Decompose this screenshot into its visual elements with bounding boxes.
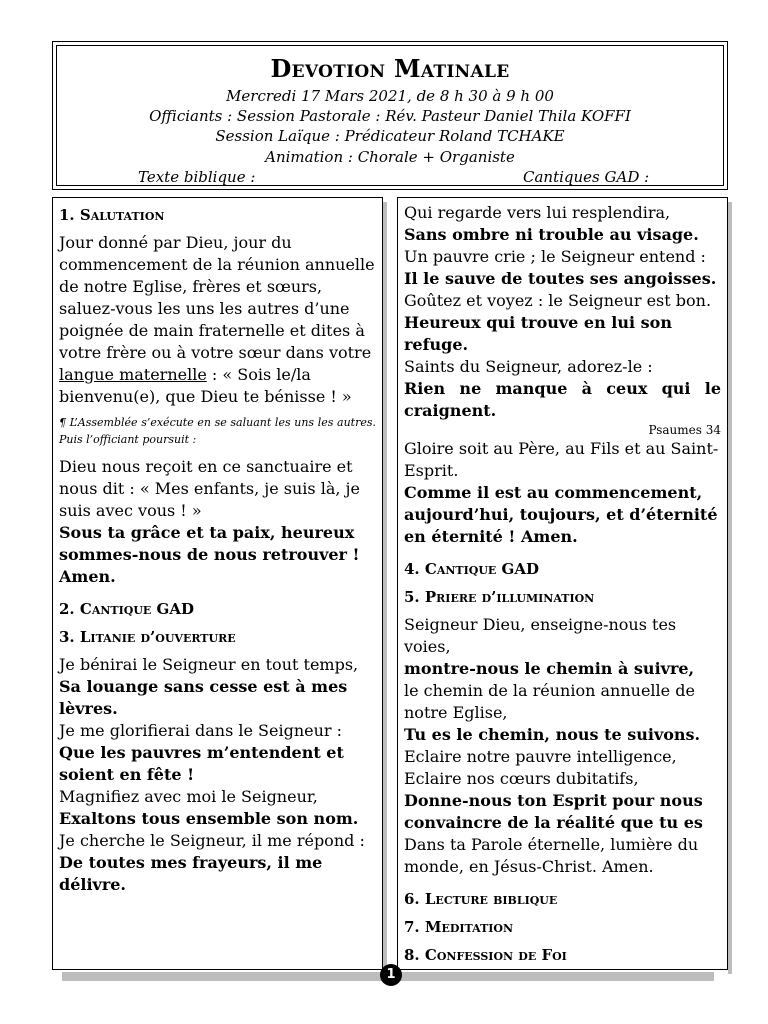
litany-line: Je bénirai le Seigneur en tout temps, [59, 655, 359, 674]
gloria-response: Comme il est au commencement, aujourd’hui, toujours, et d’éternité en éternité ! Amen. [404, 483, 718, 546]
salutation-text [59, 232, 376, 408]
session-laique: Session Laïque : Prédicateur Roland TCHAKE [215, 127, 565, 145]
litany-response: Exaltons tous ensemble son nom. [59, 809, 359, 828]
left-content [59, 202, 376, 896]
section-priere: 5. Priere d’illumination [404, 588, 595, 606]
header-box [52, 41, 728, 190]
page-number: 1 [380, 964, 402, 986]
section-lecture: 6. Lecture biblique [404, 890, 558, 908]
litany-line: Je cherche le Seigneur, il me répond : [59, 831, 365, 850]
prayer-line: Dans ta Parole éternelle, lumière du monde, en Jésus-Christ. Amen. [404, 835, 699, 876]
right-content [404, 202, 721, 972]
prayer-line: Eclaire nos cœurs dubitatifs, [404, 769, 639, 788]
section-confession: 8. Confession de Foi [404, 946, 567, 964]
section-salutation: 1. Salutation [59, 206, 165, 224]
prayer-line: le chemin de la réunion annuelle de notre Eglise, [404, 681, 695, 722]
section-cantique-2: 2. Cantique GAD [59, 600, 194, 618]
litany-line: Je me glorifierai dans le Seigneur : [59, 721, 343, 740]
gloria-line: Gloire soit au Père, au Fils et au Saint-Esprit. [404, 439, 719, 480]
litany-response: Sans ombre ni trouble au visage. [404, 225, 699, 244]
psalm-reference: Psaumes 34 [648, 423, 721, 437]
litany-response: Sa louange sans cesse est à mes lèvres. [59, 677, 348, 718]
litany-line: Goûtez et voyez : le Seigneur est bon. [404, 291, 712, 310]
litany-response: Il le sauve de toutes ses angoisses. [404, 269, 717, 288]
assembly-response: Sous ta grâce et ta paix, heureux sommes-nous de nous retrouver ! Amen. [59, 523, 360, 586]
cantiques-label: Cantiques GAD : [523, 168, 650, 186]
officiant-text: Dieu nous reçoit en ce sanctuaire et nous dit : « Mes enfants, je suis là, je suis avec vous ! » [59, 457, 360, 520]
officiants: Officiants : Session Pastorale : Rév. Pasteur Daniel Thila KOFFI [149, 107, 631, 125]
section-litanie: 3. Litanie d’ouverture [59, 628, 236, 646]
prayer-response: Donne-nous ton Esprit pour nous convaincre de la réalité que tu es [404, 791, 703, 832]
section-meditation: 7. Meditation [404, 918, 514, 936]
litany-line: Un pauvre crie ; le Seigneur entend : [404, 247, 706, 266]
litany-response: Que les pauvres m’entendent et soient en fête ! [59, 743, 344, 784]
service-date: Mercredi 17 Mars 2021, de 8 h 30 à 9 h 00 [226, 87, 554, 105]
litany-response: Heureux qui trouve en lui son refuge. [404, 313, 672, 354]
salutation-text-part1: Jour donné par Dieu, jour du commencement de la réunion annuelle de notre Eglise, frères et sœurs, saluez-vous les uns les autres d’une poignée de main fraternelle et dites à votre frère ou à votre sœur dans votre [59, 233, 375, 362]
litany-line: Saints du Seigneur, adorez-le : [404, 357, 653, 376]
texte-biblique-label: Texte biblique : [138, 168, 256, 186]
litany-line: Magnifiez avec moi le Seigneur, [59, 787, 318, 806]
prayer-line: Seigneur Dieu, enseigne-nous tes voies, [404, 615, 677, 656]
column-shadow [728, 202, 732, 974]
column-shadow [383, 202, 387, 974]
litany-line: Qui regarde vers lui resplendira, [404, 203, 671, 222]
animation: Animation : Chorale + Organiste [265, 148, 515, 166]
header-inner-border [56, 45, 724, 186]
litany-response: De toutes mes frayeurs, il me délivre. [59, 853, 323, 894]
prayer-response: montre-nous le chemin à suivre, [404, 659, 695, 678]
salutation-text-part2: : « Sois le/la bienvenu(e), que Dieu te bénisse ! » [59, 365, 352, 406]
prayer-line: Eclaire notre pauvre intelligence, [404, 747, 677, 766]
langue-maternelle: langue maternelle [59, 365, 207, 384]
left-column [52, 197, 383, 970]
litany-response: Rien ne manque à ceux qui le craignent. [404, 379, 721, 420]
right-column [397, 197, 728, 970]
section-cantique-4: 4. Cantique GAD [404, 560, 539, 578]
page-title: Devotion Matinale [270, 54, 510, 83]
prayer-response: Tu es le chemin, nous te suivons. [404, 725, 701, 744]
rubric-note: ¶ L’Assemblée s’exécute en se saluant les uns les autres. Puis l’officiant poursuit : [59, 416, 376, 446]
